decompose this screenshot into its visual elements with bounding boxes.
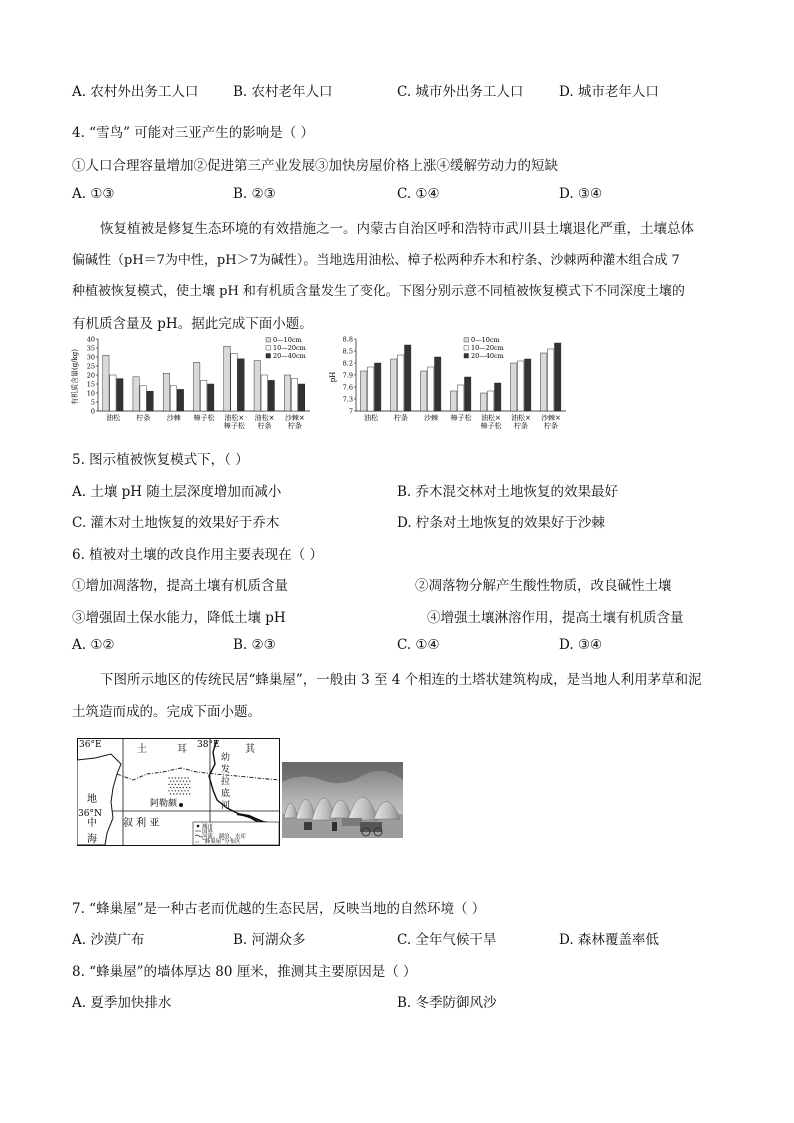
q5-option-a: A. 土壤 pH 随土层深度增加而减小: [72, 484, 282, 500]
q3-option-a: A. 农村外出务工人口: [72, 84, 199, 100]
beehive-area-dot: [175, 784, 176, 785]
ph-category-label: 油松×: [511, 414, 531, 422]
map-label-sea-1: 地: [87, 794, 97, 805]
om-category-label: 油松×: [224, 414, 245, 422]
om-ytick-label: 20: [86, 371, 95, 380]
map-label-turkey-3: 其: [245, 744, 255, 755]
q5-option-c: C. 灌木对土地恢复的效果好于乔木: [72, 515, 280, 531]
q7-option-b: B. 河湖众多: [233, 932, 306, 948]
ph-legend-swatch: [464, 346, 469, 351]
map-river-2: 发: [221, 765, 231, 775]
ph-ytick-label: 8.5: [342, 347, 353, 356]
om-bar: [208, 384, 214, 411]
ph-category-label: 油松: [364, 414, 378, 422]
beehive-area-dot: [181, 790, 182, 791]
map-lon-38: 38°E: [197, 740, 220, 750]
om-legend-swatch: [266, 338, 271, 343]
map-label-syria: 叙 利 亚: [123, 818, 160, 829]
q6-option-b: B. ②③: [233, 637, 276, 653]
ph-bar: [368, 367, 374, 411]
ph-legend-label: 10—20cm: [471, 344, 504, 352]
beehive-area-dot: [188, 784, 189, 785]
passage1-line-2: 偏碱性（pH＝7为中性，pH＞7为碱性）。当地选用油松、樟子松两种乔木和柠条、沙棘两种灌木组合成 7: [72, 253, 680, 268]
q6-statement-2: ②凋落物分解产生酸性物质，改良碱性土壤: [415, 578, 672, 594]
beehive-area-dot: [170, 793, 171, 794]
beehive-area-dot: [180, 781, 181, 782]
q7-option-c: C. 全年气候干旱: [397, 932, 497, 948]
om-bar: [261, 375, 267, 411]
om-legend-label: 20—40cm: [273, 352, 306, 360]
om-bar: [177, 389, 183, 411]
q3-option-c: C. 城市外出务工人口: [397, 84, 524, 100]
om-category-label: 沙棘×: [284, 414, 305, 422]
beehive-area-dot: [186, 781, 187, 782]
ph-bar: [375, 363, 381, 411]
om-bar: [284, 375, 290, 411]
om-bar: [110, 375, 116, 411]
q6-statement-1: ①增加凋落物，提高土壤有机质含量: [72, 578, 288, 594]
ph-category-label: 樟子松: [450, 414, 472, 422]
ph-bar: [511, 363, 517, 411]
beehive-area-dot: [183, 793, 184, 794]
q8-option-a: A. 夏季加快排水: [72, 995, 172, 1011]
beehive-area-dot: [188, 777, 189, 778]
ph-bar: [495, 383, 501, 411]
beehive-area-dot: [181, 784, 182, 785]
ph-chart: [326, 333, 576, 441]
ph-bar: [361, 371, 367, 411]
passage1-line-3: 种植被恢复模式，使土壤 pH 和有机质含量发生了变化。下图分别示意不同植被恢复模式下不同深度土壤的: [72, 284, 685, 299]
region-map: [77, 738, 280, 846]
om-bar: [194, 362, 200, 411]
om-bar: [291, 379, 297, 411]
om-ytick-label: 35: [86, 344, 95, 353]
svg-text::::: :::: [195, 839, 199, 845]
beehive-area-dot: [173, 787, 174, 788]
q4-stem: 4. “雪鸟” 可能对三亚产生的影响是（ ）: [72, 125, 315, 141]
om-ytick-label: 5: [90, 398, 95, 407]
om-bar: [268, 380, 274, 411]
ph-category-label: 柠条: [544, 422, 558, 430]
beehive-area-dot: [172, 777, 173, 778]
passage1-line-1: 恢复植被是修复生态环境的有效措施之一。内蒙古自治区呼和浩特市武川县土壤退化严重，土壤总体: [100, 221, 694, 237]
om-ytick-label: 10: [86, 389, 95, 398]
beehive-area-dot: [170, 787, 171, 788]
om-ytick-label: 40: [86, 335, 95, 344]
om-category-label: 柠条: [136, 414, 151, 422]
ph-category-label: 沙棘×: [541, 414, 561, 422]
ph-category-label: 柠条: [394, 414, 408, 422]
om-bar: [163, 373, 169, 411]
om-bar: [224, 346, 230, 411]
beehive-area-dot: [184, 777, 185, 778]
om-category-label: 油松: [106, 414, 121, 422]
beehive-area-dot: [176, 787, 177, 788]
map-label-sea-3: 海: [87, 834, 97, 845]
beehive-area-dot: [189, 793, 190, 794]
map-label-sea-2: 中: [87, 818, 97, 829]
q6-stem: 6. 植被对土壤的改良作用主要表现在（ ）: [72, 547, 323, 563]
ph-bar: [405, 345, 411, 411]
q3-option-d: D. 城市老年人口: [559, 84, 659, 100]
map-river-5: 河: [221, 801, 231, 811]
legend-border: 国界: [202, 829, 214, 835]
beehive-area-dot: [178, 777, 179, 778]
map-label-turkey-2: 耳: [177, 744, 187, 755]
q7-option-a: A. 沙漠广布: [72, 932, 145, 948]
ph-bar: [518, 361, 524, 411]
beehive-area-dot: [168, 790, 169, 791]
ph-legend-label: 0—10cm: [471, 336, 500, 344]
beehive-area-dot: [189, 781, 190, 782]
q5-option-d: D. 柠条对土地恢复的效果好于沙棘: [397, 515, 605, 531]
legend-city: 城市: [202, 824, 214, 830]
om-legend-label: 0—10cm: [273, 336, 302, 344]
om-legend-label: 10—20cm: [273, 344, 306, 352]
ph-ytick-label: 8.2: [342, 359, 353, 368]
ph-legend-swatch: [464, 338, 469, 343]
beehive-area-dot: [178, 784, 179, 785]
om-ytick-label: 0: [90, 407, 95, 416]
om-bar: [140, 386, 146, 411]
map-river-1: 幼: [221, 753, 231, 763]
organic-matter-chart: [70, 333, 320, 441]
om-ylabel: 有机质含量(g/kg): [71, 348, 79, 406]
beehive-area-dot: [168, 784, 169, 785]
beehive-area-dot: [184, 784, 185, 785]
beehive-area-dot: [175, 777, 176, 778]
ph-bar: [398, 355, 404, 411]
beehive-area-dot: [178, 790, 179, 791]
om-bar: [254, 361, 260, 411]
q3-option-b: B. 农村老年人口: [233, 84, 333, 100]
q5-option-b: B. 乔木混交林对土地恢复的效果最好: [397, 484, 619, 500]
om-category-label: 油松×: [254, 414, 275, 422]
ph-legend-label: 20—40cm: [471, 352, 504, 360]
ph-ylabel: pH: [329, 371, 337, 383]
beehive-area-dot: [189, 787, 190, 788]
ph-bar: [435, 357, 441, 411]
om-category-label: 沙棘: [166, 414, 181, 422]
map-river-4: 底: [221, 789, 231, 799]
ph-bar: [421, 371, 427, 411]
ph-ytick-label: 8.8: [342, 335, 353, 344]
ph-bar: [555, 343, 561, 411]
beehive-area-dot: [173, 793, 174, 794]
om-category-label: 樟子松: [193, 414, 215, 422]
om-bar: [170, 386, 176, 411]
ph-bar: [525, 359, 531, 411]
om-bar: [238, 359, 244, 411]
om-category-label: 柠条: [257, 422, 272, 430]
ph-bar: [465, 377, 471, 411]
beehive-area-dot: [183, 787, 184, 788]
passage2-line-1: 下图所示地区的传统民居“蜂巢屋”，一般由 3 至 4 个相连的土塔状建筑构成，是当地人利用茅草和泥: [100, 672, 702, 688]
q4-option-b: B. ②③: [233, 186, 276, 202]
om-category-label: 柠条: [287, 422, 302, 430]
ph-category-label: 油松×: [481, 414, 501, 422]
ph-ytick-label: 7.6: [342, 383, 353, 392]
legend-river: 河流、湖泊、水库: [202, 834, 247, 840]
ph-category-label: 柠条: [514, 422, 528, 430]
ph-bar: [458, 385, 464, 411]
om-bar: [117, 379, 123, 411]
om-legend-swatch: [266, 346, 271, 351]
beehive-area-dot: [172, 784, 173, 785]
beehive-area-dot: [180, 793, 181, 794]
q8-stem: 8. “蜂巢屋”的墙体厚达 80 厘米，推测其主要原因是（ ）: [72, 964, 417, 980]
ph-legend-swatch: [464, 354, 469, 359]
beehive-area-dot: [173, 781, 174, 782]
ph-bar: [548, 349, 554, 411]
beehive-area-dot: [176, 793, 177, 794]
map-lon-36: 36°E: [79, 740, 102, 750]
q6-option-a: A. ①②: [72, 637, 115, 653]
om-bar: [147, 391, 153, 411]
passage2-line-2: 土筑造而成的。完成下面小题。: [72, 704, 261, 720]
map-lat-36: 36°N: [78, 809, 102, 819]
q7-stem: 7. “蜂巢屋”是一种古老而优越的生态民居，反映当地的自然环境（ ）: [72, 901, 486, 917]
map-label-city: 阿勒颇: [150, 799, 178, 809]
om-ytick-label: 25: [86, 362, 95, 371]
ph-ytick-label: 7: [348, 407, 353, 416]
om-legend-swatch: [266, 354, 271, 359]
ph-bar: [541, 353, 547, 411]
q5-stem: 5. 图示植被恢复模式下，（ ）: [72, 452, 249, 468]
beehive-area-dot: [181, 777, 182, 778]
q4-statements: ①人口合理容量增加②促进第三产业发展③加快房屋价格上涨④缓解劳动力的短缺: [72, 158, 558, 174]
q6-option-d: D. ③④: [559, 637, 603, 653]
beehive-area-dot: [188, 790, 189, 791]
map-river-3: 拉: [221, 777, 231, 787]
om-bar: [298, 384, 304, 411]
om-bar: [231, 353, 237, 411]
beehive-area-dot: [186, 793, 187, 794]
ph-ytick-label: 7.3: [342, 395, 353, 404]
om-ytick-label: 15: [86, 380, 95, 389]
beehive-area-dot: [176, 781, 177, 782]
q6-statement-3: ③增强固土保水能力，降低土壤 pH: [72, 610, 286, 626]
ph-category-label: 沙棘: [424, 414, 438, 422]
ph-bar: [428, 367, 434, 411]
om-bar: [201, 380, 207, 411]
q8-option-b: B. 冬季防御风沙: [397, 995, 497, 1011]
q7-option-d: D. 森林覆盖率低: [559, 932, 659, 948]
ph-bar: [481, 393, 487, 411]
passage1-line-4: 有机质含量及 pH。据此完成下面小题。: [72, 316, 313, 332]
beehive-area-dot: [172, 790, 173, 791]
beehive-area-dot: [183, 781, 184, 782]
q6-option-c: C. ①④: [397, 637, 440, 653]
ph-category-label: 樟子松: [480, 422, 502, 430]
ph-ytick-label: 7.9: [342, 371, 353, 380]
beehive-house-photo: [282, 762, 403, 838]
beehive-area-dot: [168, 777, 169, 778]
om-bar: [103, 355, 109, 411]
om-bar: [133, 377, 139, 411]
map-label-turkey-1: 土: [137, 744, 147, 755]
ph-bar: [451, 391, 457, 411]
beehive-area-dot: [184, 790, 185, 791]
beehive-area-dot: [170, 781, 171, 782]
ph-bar: [391, 359, 397, 411]
q4-option-c: C. ①④: [397, 186, 440, 202]
q4-option-a: A. ①③: [72, 186, 115, 202]
om-category-label: 樟子松: [223, 422, 245, 430]
ph-bar: [488, 391, 494, 411]
om-ytick-label: 30: [86, 353, 95, 362]
q4-option-d: D. ③④: [559, 186, 603, 202]
beehive-area-dot: [186, 787, 187, 788]
q6-statement-4: ④增强土壤淋溶作用，提高土壤有机质含量: [427, 610, 684, 626]
beehive-area-dot: [180, 787, 181, 788]
legend-beehive: “蜂巢屋”分布区: [202, 839, 241, 845]
beehive-area-dot: [175, 790, 176, 791]
